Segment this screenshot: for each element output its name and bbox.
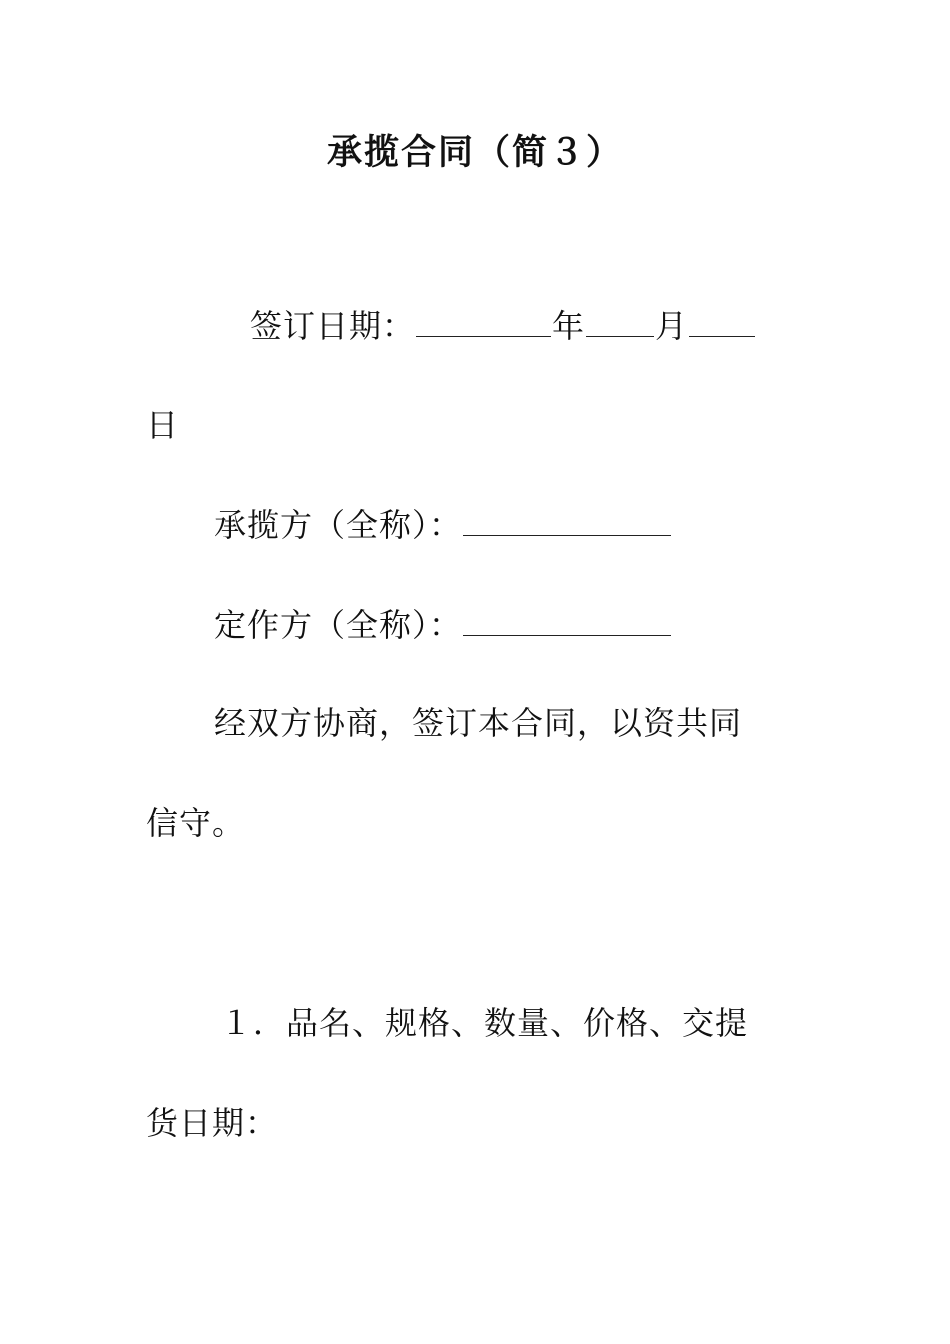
clause-1-line-1: １．品名、规格、数量、价格、交提 (220, 1004, 749, 1042)
month-blank[interactable] (586, 306, 654, 337)
month-suffix: 月 (655, 307, 689, 345)
contractor-name-blank[interactable] (463, 505, 671, 536)
preamble-line-1: 经双方协商，签订本合同，以资共同 (214, 704, 743, 742)
client-label: 定作方（全称）： (214, 606, 463, 644)
contractor-line (214, 502, 672, 548)
sign-date-label: 签订日期： (250, 307, 416, 345)
client-name-blank[interactable] (463, 605, 671, 636)
day-suffix: 日 (146, 406, 180, 444)
client-line (214, 602, 672, 648)
document-title: 承揽合同（简３） (326, 132, 623, 173)
year-blank[interactable] (416, 306, 551, 337)
preamble-line-2: 信守。 (146, 804, 246, 842)
clause-1-line-2: 货日期： (146, 1104, 279, 1142)
sign-date-day-line (146, 402, 179, 448)
sign-date-line (250, 303, 756, 349)
year-suffix: 年 (552, 307, 586, 345)
day-blank[interactable] (689, 306, 755, 337)
contractor-label: 承揽方（全称）： (214, 506, 463, 544)
